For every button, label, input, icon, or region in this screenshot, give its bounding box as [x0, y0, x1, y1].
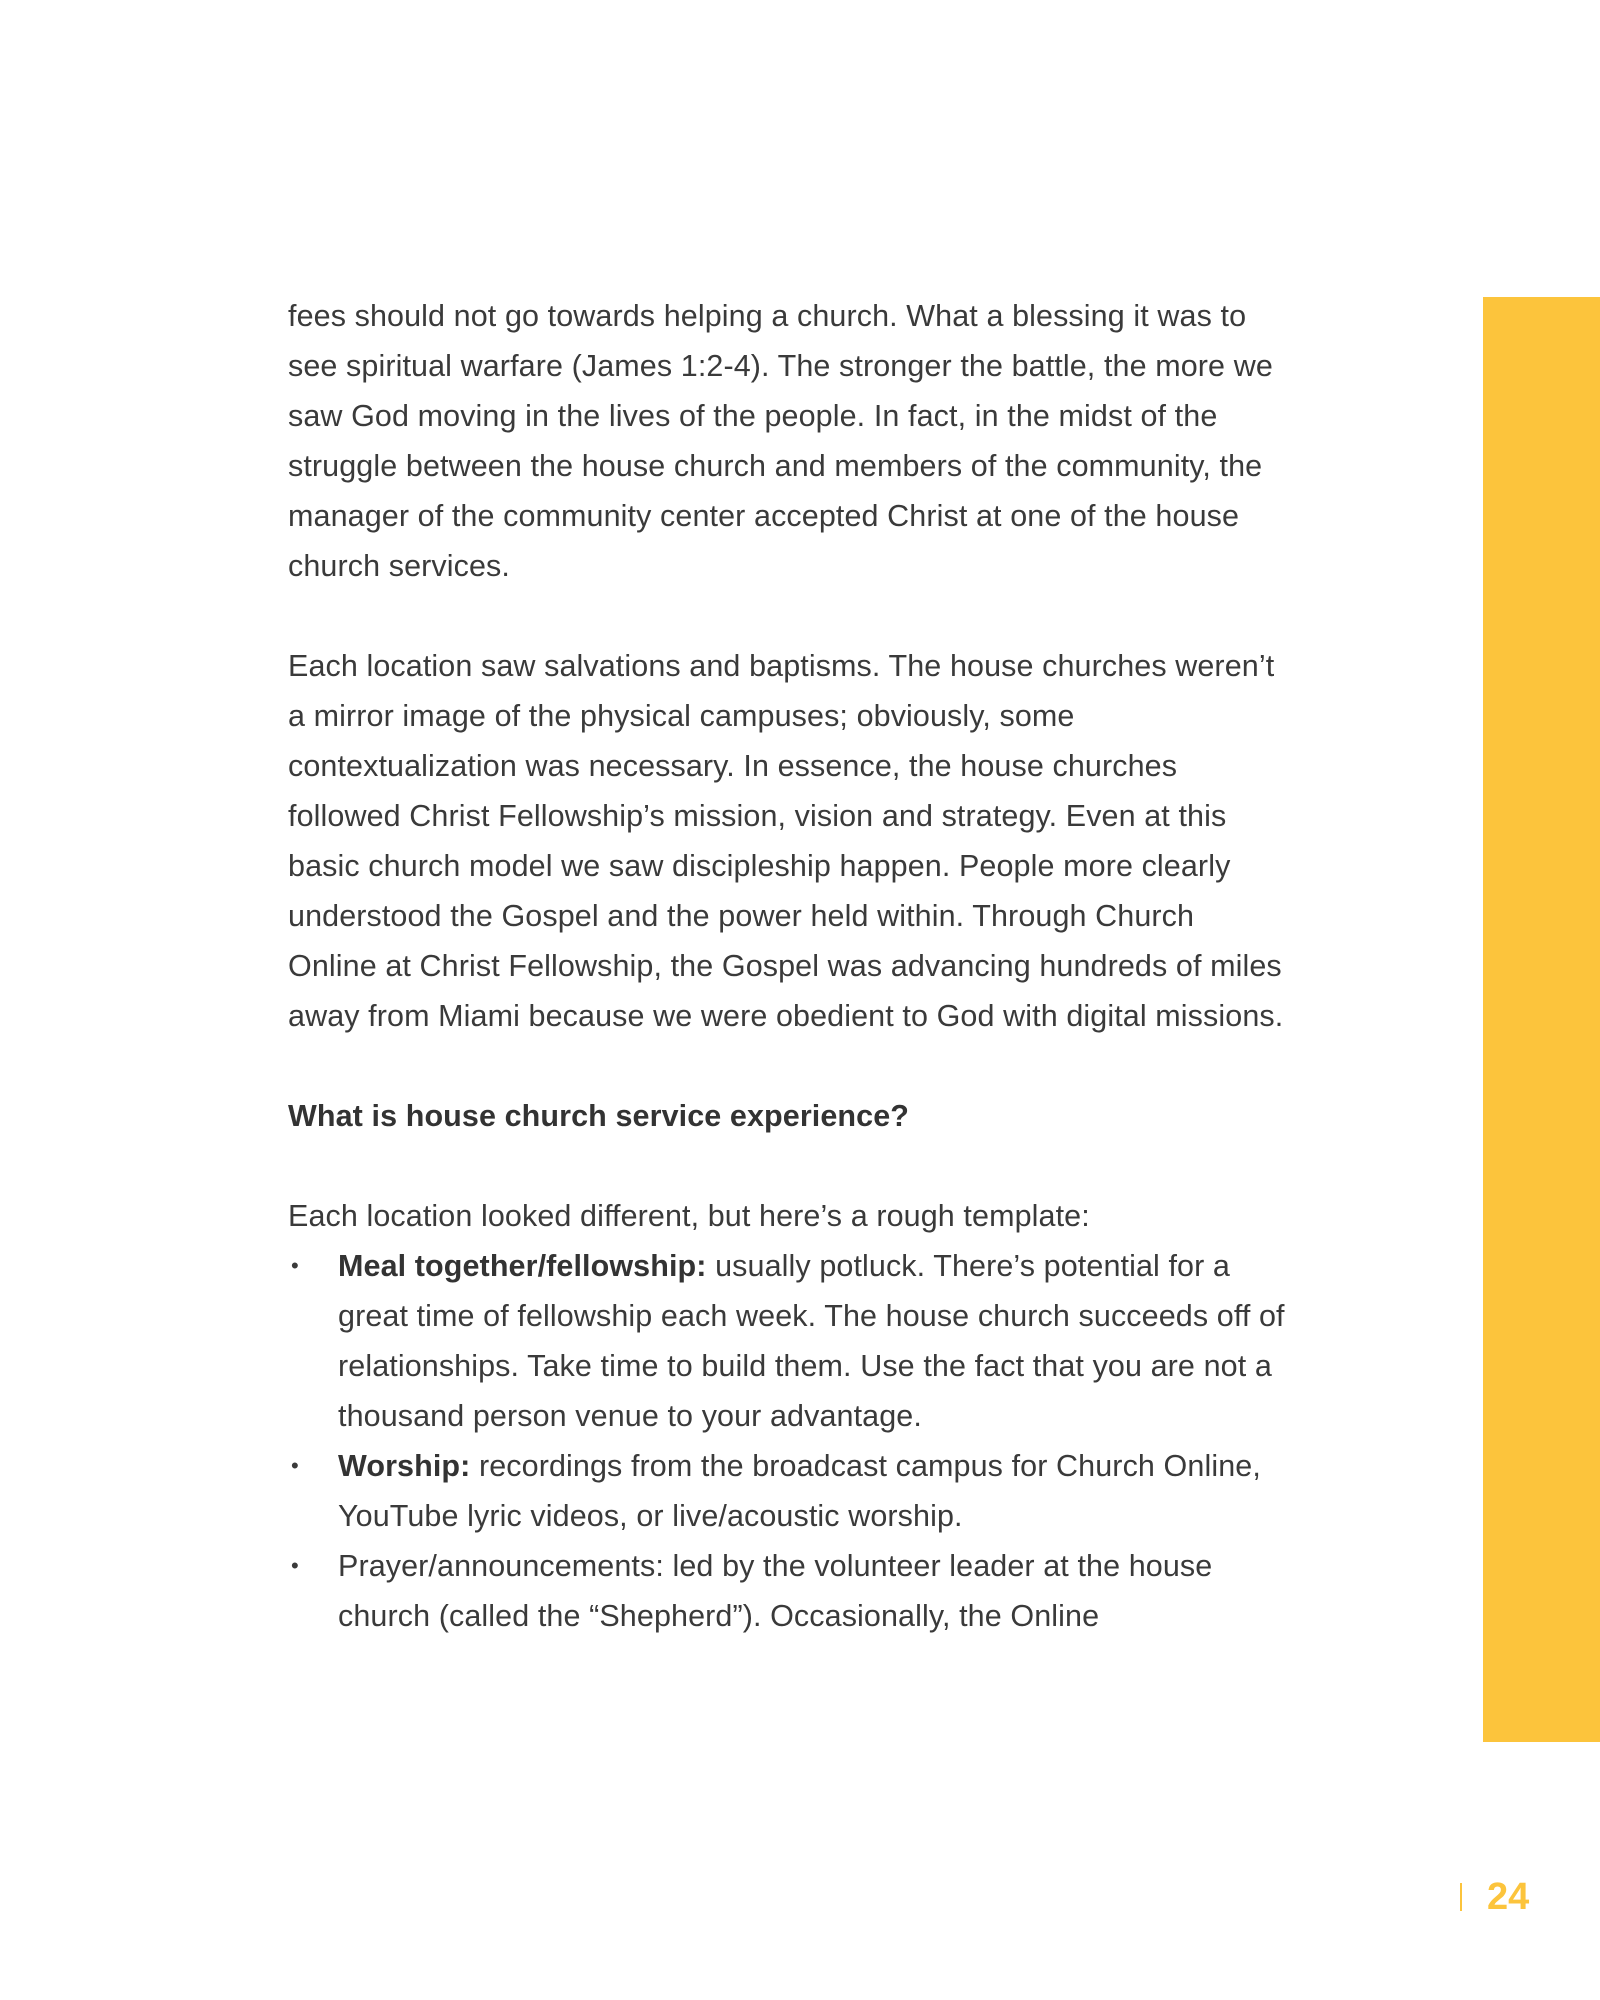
list-item-meal — [288, 1241, 1288, 1441]
page-number: 24 — [1487, 1875, 1530, 1918]
list-item-text: Prayer/announcements: led by the volunteer leader at the house church (called the “Shepherd”). Occasionally, the Online — [338, 1549, 1213, 1633]
list-item-text: recordings from the broadcast campus for Church Online, YouTube lyric videos, or live/acoustic worship. — [338, 1449, 1261, 1533]
yellow-side-band — [1483, 297, 1600, 1742]
paragraph-salvations: Each location saw salvations and baptisms. The house churches weren’t a mirror image of the physical campuses; obviously, some contextualization was necessary. In essence, the house churches followed Christ Fellowship’s mission, vision and strategy. Even at this basic church model we saw discipleship happen. People more clearly understood the Gospel and the power held within. Through Church Online at Christ Fellowship, the Gospel was advancing hundreds of miles away from Miami because we were obedient to God with digital missions. — [288, 649, 1284, 1033]
page-footer — [1460, 1872, 1529, 1922]
bullet-icon: • — [291, 1453, 299, 1478]
template-list — [288, 1241, 1288, 1641]
template-intro: Each location looked different, but here’s a rough template: — [288, 1199, 1090, 1233]
list-item-worship — [288, 1441, 1288, 1541]
list-item-text: usually potluck. There’s potential for a great time of fellowship each week. The house church succeeds off of relationships. Take time to build them. Use the fact that you are not a thousand person venue to your advantage. — [338, 1249, 1285, 1433]
list-item-lead: Meal together/fellowship: — [338, 1249, 707, 1283]
bullet-icon: • — [291, 1553, 299, 1578]
section-heading: What is house church service experience? — [288, 1099, 910, 1133]
paragraph-spiritual-warfare: fees should not go towards helping a church. What a blessing it was to see spiritual warfare (James 1:2-4). The stronger the battle, the more we saw God moving in the lives of the people. In fact, in the midst of the struggle between the house church and members of the community, the manager of the community center accepted Christ at one of the house church services. — [288, 299, 1273, 583]
footer-divider — [1460, 1883, 1462, 1911]
list-item-lead: Worship: — [338, 1449, 471, 1483]
bullet-icon: • — [291, 1253, 299, 1278]
list-item-prayer — [288, 1541, 1288, 1641]
page-body — [288, 291, 1288, 1641]
